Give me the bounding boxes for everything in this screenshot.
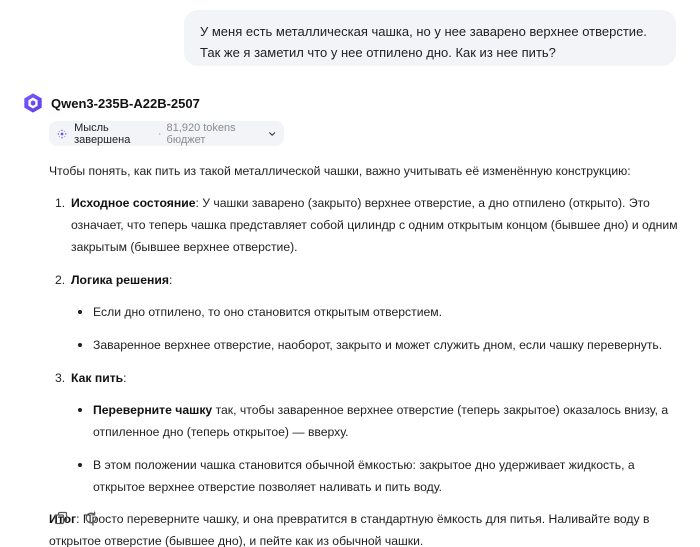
bullet-text: В этом положении чашка становится обычной ёмкостью: закрытое дно удерживает жидкость, а открытое верхнее отверстие позволяет наливать и пить воду. — [93, 458, 635, 494]
user-message-text: У меня есть металлическая чашка, но у нее заварено верхнее отверстие. Так же я заметил что у нее отпилено дно. Как из нее пить? — [200, 24, 647, 60]
list-item-number: 3. — [55, 371, 66, 385]
bullet-item — [71, 334, 681, 356]
list-item-title: Логика решения — [71, 273, 169, 287]
model-name: Qwen3-235B-A22B-2507 — [51, 95, 200, 111]
thought-toggle[interactable] — [49, 121, 284, 146]
assistant-answer — [49, 160, 681, 547]
list-item-text: : — [123, 371, 127, 385]
conclusion-text: : Просто переверните чашку, и она превратится в стандартную ёмкость для питья. Наливайте воду в открытое отверстие (бывшее дно), и пейте как из обычной чашки. — [49, 512, 650, 547]
model-header — [22, 91, 200, 115]
list-item — [49, 192, 681, 258]
copy-button[interactable] — [52, 509, 70, 527]
conclusion-label: Итог — [49, 512, 77, 526]
regenerate-button[interactable] — [82, 509, 100, 527]
bullet-item — [71, 301, 681, 323]
list-item-text: : У чашки заварено (закрыто) верхнее отверстие, а дно отпилено (открыто). Это означает, что теперь чашка представляет собой цилиндр с одним открытым концом (бывшее дно) и одним закрытым (бывшее верхнее отверстие). — [71, 196, 678, 254]
message-actions — [52, 509, 100, 527]
chevron-down-icon — [268, 129, 276, 139]
bullet-list — [71, 399, 681, 498]
copy-icon — [54, 511, 68, 525]
list-item-number: 1. — [55, 196, 66, 210]
bullet-dot — [78, 408, 82, 412]
bullet-dot — [78, 343, 82, 347]
bullet-dot — [78, 463, 82, 467]
bullet-item — [71, 399, 681, 443]
bullet-text: Если дно отпилено, то оно становится открытым отверстием. — [93, 305, 443, 319]
sparkle-icon — [57, 128, 67, 140]
list-item-title: Исходное состояние — [71, 196, 196, 210]
list-item — [49, 269, 681, 356]
thought-status-label: Мысль завершена — [74, 121, 131, 146]
list-item-title: Как пить — [71, 371, 124, 385]
answer-conclusion — [49, 508, 681, 547]
qwen-logo-icon — [22, 92, 44, 114]
thought-separator: · — [157, 127, 162, 140]
bullet-text: так, чтобы заваренное верхнее отверстие (теперь закрытое) оказалось внизу, а отпиленное дно (теперь открытое) — вверху. — [93, 403, 669, 439]
token-budget-label: 81,920 tokens бюджет — [166, 121, 236, 146]
bullet-dot — [78, 310, 82, 314]
list-item — [49, 367, 681, 498]
list-item-number: 2. — [55, 273, 66, 287]
list-item-text: : — [168, 273, 173, 287]
bullet-bold: Переверните чашку — [93, 403, 213, 417]
answer-intro: Чтобы понять, как пить из такой металлической чашки, важно учитывать её изменённую конструкцию: — [49, 164, 631, 178]
user-message-bubble — [184, 10, 676, 66]
bullet-list — [71, 301, 681, 356]
answer-list — [49, 192, 681, 498]
bullet-text: Заваренное верхнее отверстие, наоборот, закрыто и может служить дном, если чашку перевернуть. — [93, 338, 663, 352]
bullet-item — [71, 454, 681, 498]
regenerate-icon — [84, 511, 98, 525]
